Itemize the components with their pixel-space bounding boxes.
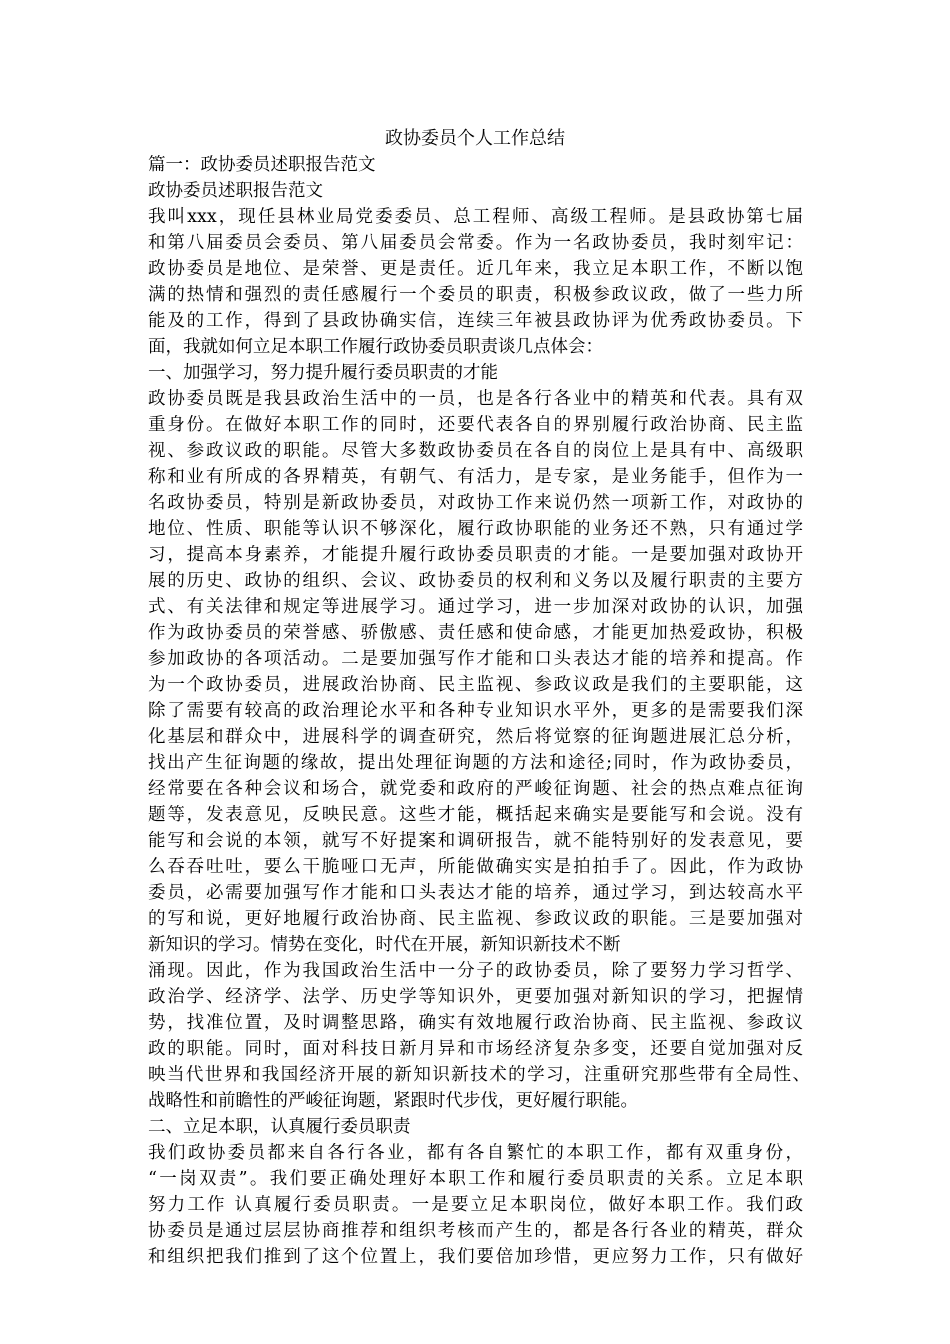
text-line: 势，找准位置，及时调整思路，确实有效地履行政治协商、民主监视、参政议 <box>148 1013 803 1033</box>
text-line: 篇一：政协委员述职报告范文 <box>148 155 376 175</box>
text-line: 我们政协委员都来自各行各业，都有各自繁忙的本职工作，都有双重身份， <box>148 1143 803 1163</box>
text-line: 能写和会说的本领，就写不好提案和调研报告，就不能特别好的发表意见，要 <box>148 831 803 851</box>
text-line: 题等，发表意见，反映民意。这些才能，概括起来确实是要能写和会说。没有 <box>148 805 803 825</box>
text-line: 和第八届委员会委员、第八届委员会常委。作为一名政协委员，我时刻牢记： <box>148 233 803 253</box>
text-line: 习，提高本身素养，才能提升履行政协委员职责的才能。一是要加强对政协开 <box>148 545 803 565</box>
text-line: 战略性和前瞻性的严峻征询题，紧跟时代步伐，更好履行职能。 <box>148 1091 638 1111</box>
text-line: 展的历史、政协的组织、会议、政协委员的权利和义务以及履行职责的主要方 <box>148 571 803 591</box>
text-line: 协委员是通过层层协商推荐和组织考核而产生的，都是各行各业的精英，群众 <box>148 1221 803 1241</box>
text-line: 找出产生征询题的缘故，提出处理征询题的方法和途径;同时，作为政协委员， <box>148 753 803 773</box>
text-line: 一、加强学习，努力提升履行委员职责的才能 <box>148 363 498 383</box>
text-line: 政协委员是地位、是荣誉、更是责任。近几年来，我立足本职工作，不断以饱 <box>148 259 803 279</box>
text-line: 重身份。在做好本职工作的同时，还要代表各自的界别履行政治协商、民主监 <box>148 415 803 435</box>
document-body <box>148 152 818 1270</box>
text-line: 政协委员既是我县政治生活中的一员，也是各行各业中的精英和代表。具有双 <box>148 389 803 409</box>
text-line: 满的热情和强烈的责任感履行一个委员的职责，积极参政议政，做了一些力所 <box>148 285 803 305</box>
text-line: 政协委员述职报告范文 <box>148 181 323 201</box>
text-line: 政的职能。同时，面对科技日新月异和市场经济复杂多变，还要自觉加强对反 <box>148 1039 803 1059</box>
text-line: 地位、性质、职能等认识不够深化，履行政协职能的业务还不熟，只有通过学 <box>148 519 803 539</box>
text-line: 么吞吞吐吐，要么干脆哑口无声，所能做确实实是拍拍手了。因此，作为政协 <box>148 857 803 877</box>
text-line: 努力工作 认真履行委员职责。一是要立足本职岗位，做好本职工作。我们政 <box>148 1195 803 1215</box>
text-line: 新知识的学习。情势在变化，时代在开展，新知识新技术不断 <box>148 935 621 955</box>
text-line: 涌现。因此，作为我国政治生活中一分子的政协委员，除了要努力学习哲学、 <box>148 961 803 981</box>
text-line: 二、立足本职，认真履行委员职责 <box>148 1117 411 1137</box>
text-line: 的写和说，更好地履行政治协商、民主监视、参政议政的职能。三是要加强对 <box>148 909 803 929</box>
text-line: 作为政协委员的荣誉感、骄傲感、责任感和使命感，才能更加热爱政协，积极 <box>148 623 803 643</box>
text-line: 面，我就如何立足本职工作履行政协委员职责谈几点体会： <box>148 337 603 357</box>
text-line: 除了需要有较高的政治理论水平和各种专业知识水平外，更多的是需要我们深 <box>148 701 803 721</box>
document-title: 政协委员个人工作总结 <box>385 128 565 149</box>
text-line: 和组织把我们推到了这个位置上，我们要倍加珍惜，更应努力工作，只有做好 <box>148 1247 803 1267</box>
text-line: “一岗双责”。我们要正确处理好本职工作和履行委员职责的关系。立足本职 <box>148 1169 803 1189</box>
text-line: 映当代世界和我国经济开展的新知识新技术的学习，注重研究那些带有全局性、 <box>148 1065 810 1085</box>
text-line: 经常要在各种会议和场合，就党委和政府的严峻征询题、社会的热点难点征询 <box>148 779 803 799</box>
text-line: 能及的工作，得到了县政协确实信，连续三年被县政协评为优秀政协委员。下 <box>148 311 803 331</box>
text-line: 称和业有所成的各界精英，有朝气、有活力，是专家，是业务能手，但作为一 <box>148 467 803 487</box>
text-line: 政治学、经济学、法学、历史学等知识外，更要加强对新知识的学习，把握情 <box>148 987 803 1007</box>
text-line: 化基层和群众中，进展科学的调查研究，然后将觉察的征询题进展汇总分析， <box>148 727 803 747</box>
text-line: 式、有关法律和规定等进展学习。通过学习，进一步加深对政协的认识，加强 <box>148 597 803 617</box>
text-line: 委员，必需要加强写作才能和口头表达才能的培养，通过学习，到达较高水平 <box>148 883 803 903</box>
text-line: 参加政协的各项活动。二是要加强写作才能和口头表达才能的培养和提高。作 <box>148 649 803 669</box>
text-line: 为一个政协委员，进展政治协商、民主监视、参政议政是我们的主要职能，这 <box>148 675 803 695</box>
text-line: 名政协委员，特别是新政协委员，对政协工作来说仍然一项新工作，对政协的 <box>148 493 803 513</box>
text-line: 视、参政议政的职能。尽管大多数政协委员在各自的岗位上是具有中、高级职 <box>148 441 803 461</box>
text-line: 我叫xxx，现任县林业局党委委员、总工程师、高级工程师。是县政协第七届 <box>148 207 803 227</box>
